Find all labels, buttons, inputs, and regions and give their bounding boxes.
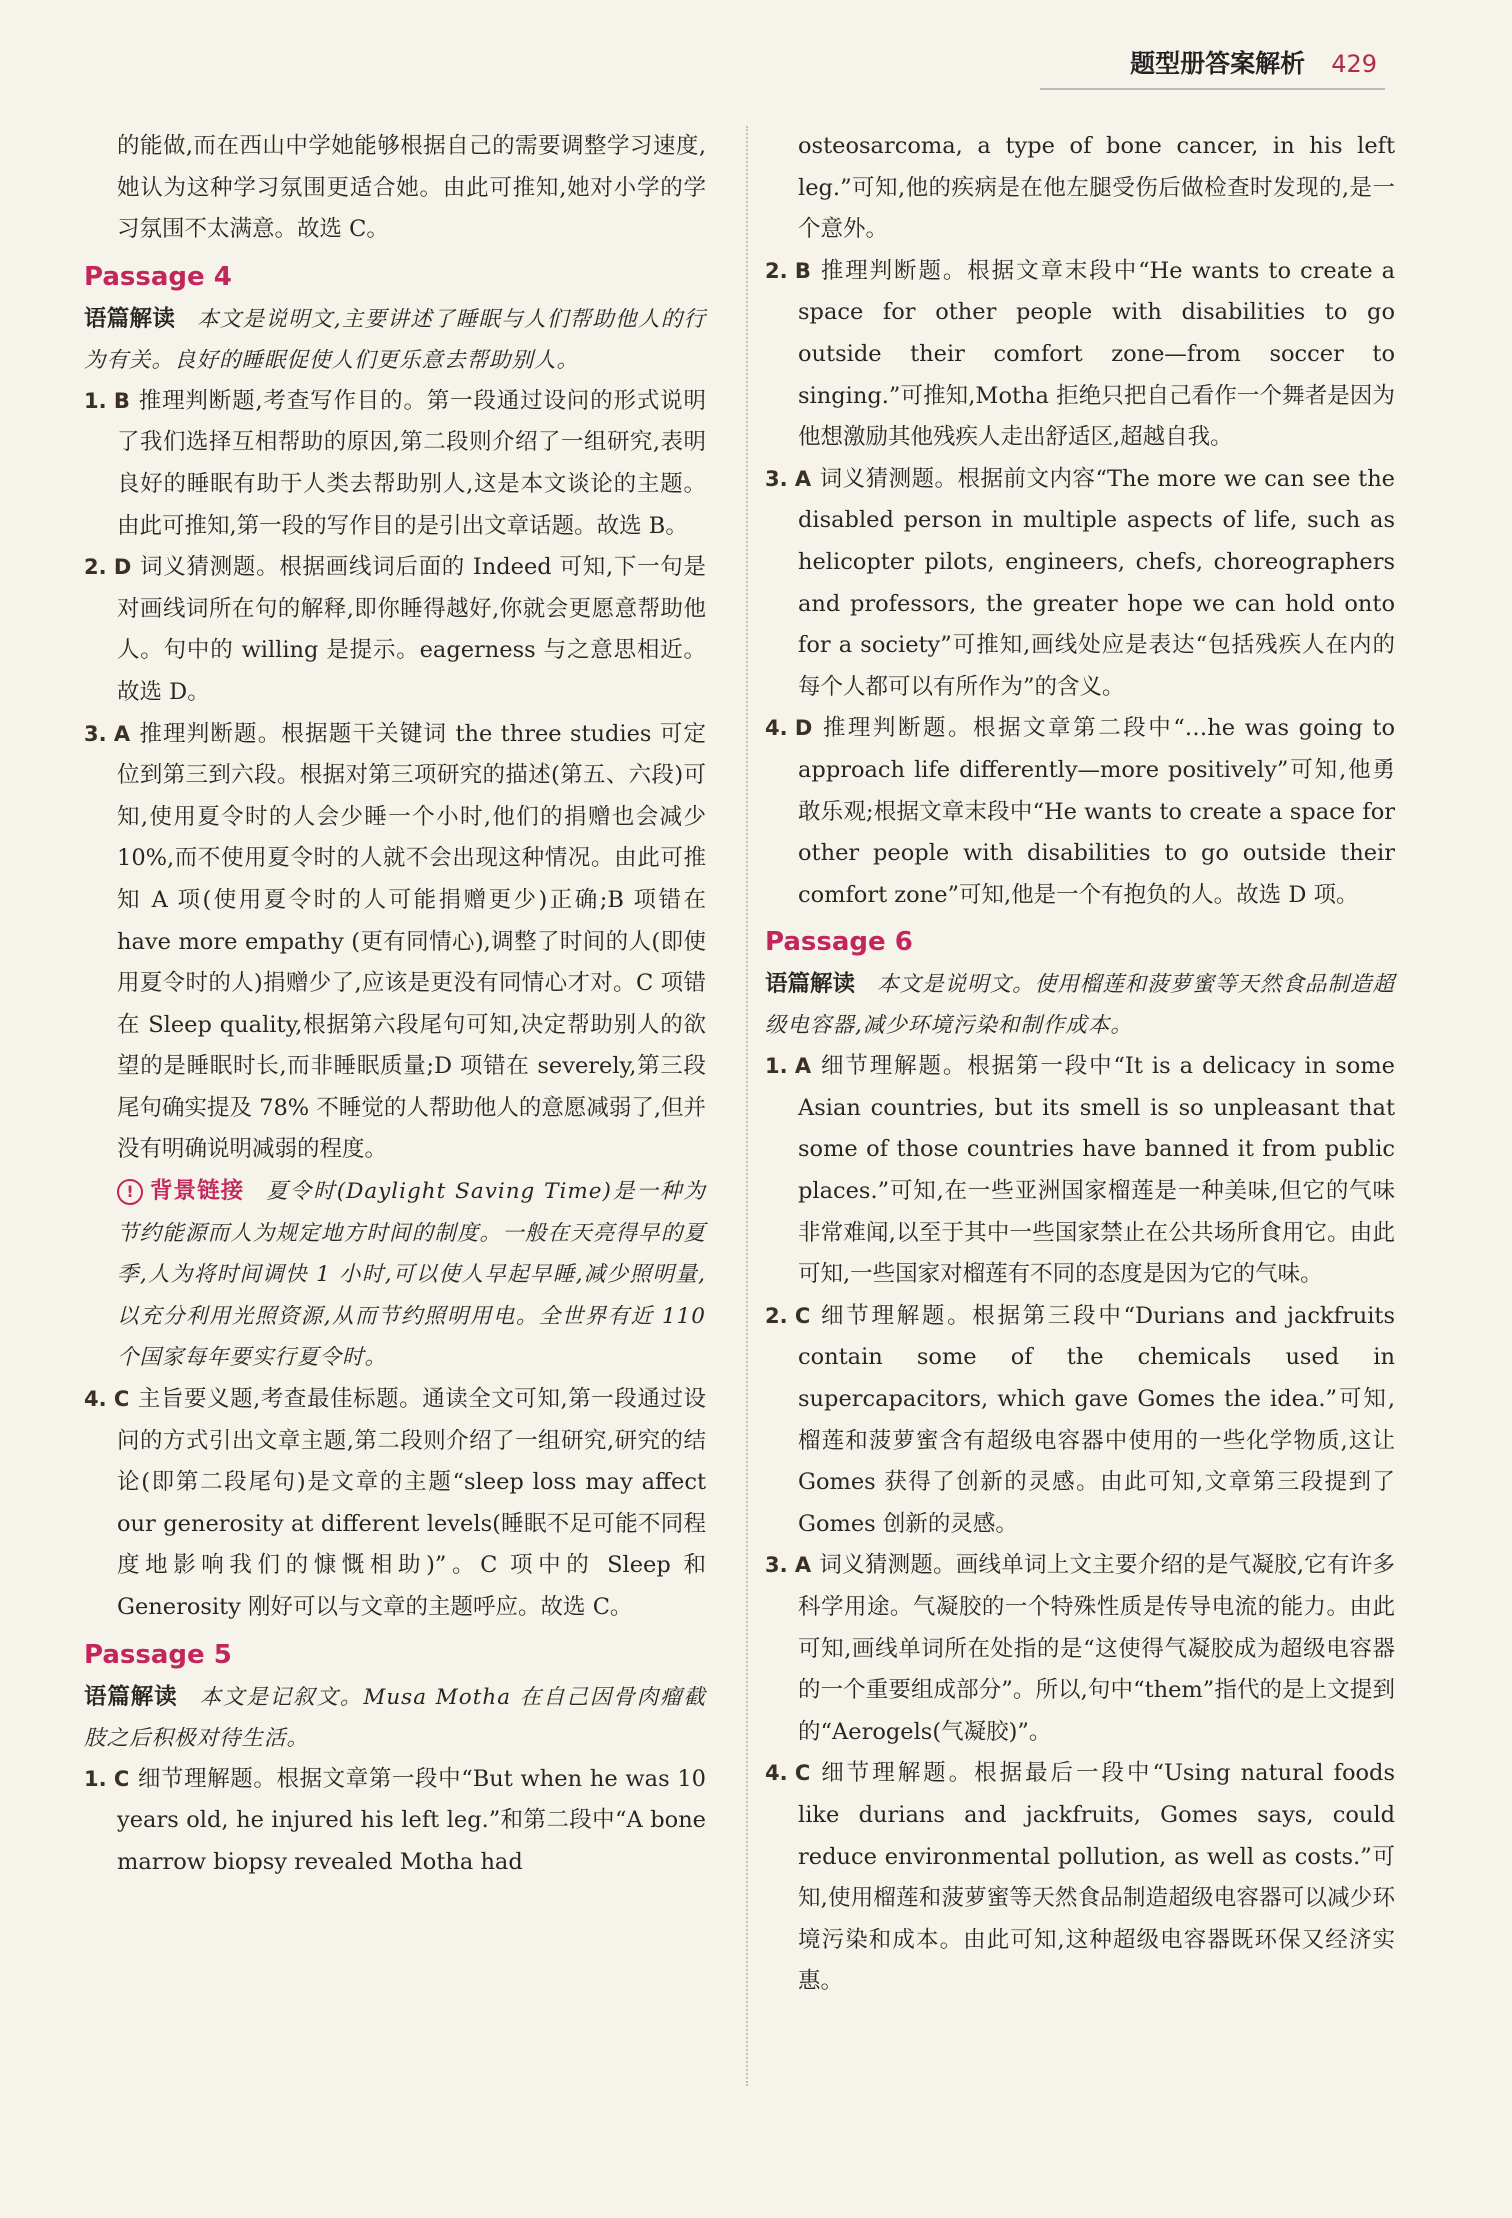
- passage5-answer-2: [765, 251, 1395, 459]
- answer-mark: 1. A: [765, 1054, 812, 1079]
- answer-mark: 2. D: [84, 555, 132, 580]
- passage5-intro: [84, 1677, 706, 1759]
- answer-mark: 3. A: [765, 466, 812, 491]
- answer-text: 词义猜测题。根据画线词后面的 Indeed 可知,下一句是对画线词所在句的解释,即你睡得越好,你就会更愿意帮助他人。句中的 willing 是提示。eagerness 与之意思相近。故选 D。: [117, 554, 706, 705]
- passage6-intro-text: 本文是说明文。使用榴莲和菠萝蜜等天然食品制造超级电容器,减少环境污染和制作成本。: [765, 972, 1395, 1039]
- answer-mark: 4. C: [765, 1761, 811, 1786]
- answer-text: 细节理解题。根据第三段中“Durians and jackfruits contain some of the chemicals used in supercapacitors, which gave Gomes the idea.”可知,榴莲和菠萝蜜含有超级电容器中使用的一些化学物质,这让 Gomes 获得了创新的灵感。由此可知,文章第三段提到了 Gomes 创新的灵感。: [798, 1302, 1395, 1537]
- passage6-answer-2: [765, 1296, 1395, 1546]
- page-number: 429: [1331, 50, 1377, 78]
- info-icon: !: [117, 1179, 143, 1205]
- answer-text: 词义猜测题。根据前文内容“The more we can see the disabled person in multiple aspects of life, such as helicopter pilots, engineers, chefs, choreographers and professors, the greater hope we can hold onto for a society”可推知,画线处应是表达“包括残疾人在内的每个人都可以有所作为”的含义。: [798, 465, 1395, 700]
- answer-text: 推理判断题。根据文章末段中“He wants to create a space for other people with disabilities to go outside their comfort zone—from soccer to singing.”可推知,Motha 拒绝只把自己看作一个舞者是因为他想激励其他残疾人走出舒适区,超越自我。: [798, 257, 1395, 451]
- background-note: [84, 1171, 706, 1379]
- answer-text: 推理判断题,考查写作目的。第一段通过设问的形式说明了我们选择互相帮助的原因,第二段则介绍了一组研究,表明良好的睡眠有助于人类去帮助别人,这是本文谈论的主题。由此可推知,第一段的写作目的是引出文章话题。故选 B。: [117, 387, 706, 539]
- answer-text: 主旨要义题,考查最佳标题。通读全文可知,第一段通过设问的方式引出文章主题,第二段则介绍了一组研究,研究的结论(即第二段尾句)是文章的主题“sleep loss may affect our generosity at different levels(睡眠不足可能不同程度地影响我们的慷慨相助)”。C 项中的 Sleep 和 Generosity 刚好可以与文章的主题呼应。故选 C。: [117, 1386, 706, 1620]
- answer-mark: 1. C: [84, 1766, 130, 1791]
- passage5-heading: Passage 5: [84, 1639, 232, 1670]
- right-column: [765, 126, 1395, 2003]
- left-column: [84, 126, 706, 1883]
- passage4-answer-4: [84, 1379, 706, 1629]
- answer-mark: 3. A: [84, 721, 131, 746]
- answer-mark: 2. C: [765, 1303, 811, 1328]
- answer-mark: 3. A: [765, 1553, 812, 1578]
- answer-text: 词义猜测题。画线单词上文主要介绍的是气凝胶,它有许多科学用途。气凝胶的一个特殊性质是传导电流的能力。由此可知,画线单词所在处指的是“这使得气凝胶成为超级电容器的一个重要组成部分”。所以,句中“them”指代的是上文提到的“Aerogels(气凝胶)”。: [798, 1552, 1395, 1745]
- passage6-answer-1: [765, 1046, 1395, 1296]
- page-header: [1130, 44, 1377, 80]
- passage3-continuation: 的能做,而在西山中学她能够根据自己的需要调整学习速度,她认为这种学习氛围更适合她。由此可推知,她对小学的学习氛围不太满意。故选 C。: [117, 133, 706, 243]
- note-label: 背景链接: [149, 1178, 245, 1205]
- answer-text: 推理判断题。根据题干关键词 the three studies 可定位到第三到六段。根据对第三项研究的描述(第五、六段)可知,使用夏令时的人会少睡一个小时,他们的捐赠也会减少 10%,而不使用夏令时的人就不会出现这种情况。由此可推知 A 项(使用夏令时的人可能捐赠更少)正确;B 项错在 have more empathy (更有同情心),调整了时间的人(即使用夏令时的人)捐赠少了,应该是更没有同情心才对。C 项错在 Sleep quality,根据第六段尾句可知,决定帮助别人的欲望的是睡眠时长,而非睡眠质量;D 项错在 severely,第三段尾句确实提及 78% 不睡觉的人帮助他人的意愿减弱了,但并没有明确说明减弱的程度。: [117, 720, 706, 1163]
- answer-mark: 2. B: [765, 258, 811, 283]
- passage4-answer-1: [84, 381, 706, 547]
- passage5-continuation: osteosarcoma, a type of bone cancer, in his left leg.”可知,他的疾病是在他左腿受伤后做检查时发现的,是一个意外。: [798, 133, 1395, 243]
- passage4-answer-3: [84, 714, 706, 1172]
- passage4-intro-text: 本文是说明文,主要讲述了睡眠与人们帮助他人的行为有关。良好的睡眠促使人们更乐意去帮助别人。: [84, 306, 706, 373]
- passage6-heading: Passage 6: [765, 927, 913, 958]
- answer-mark: 4. C: [84, 1387, 130, 1412]
- answer-text: 细节理解题。根据第一段中“It is a delicacy in some Asian countries, but its smell is so unpleasant that some of those countries have banned it from public places.”可知,在一些亚洲国家榴莲是一种美味,但它的气味非常难闻,以至于其中一些国家禁止在公共场所食用它。由此可知,一些国家对榴莲有不同的态度是因为它的气味。: [798, 1053, 1395, 1288]
- answer-text: 推理判断题。根据文章第二段中“…he was going to approach life differently—more positively”可知,他勇敢乐观;根据文章末段中“He wants to create a space for other people with disabilities to go outside their comfort zone”可知,他是一个有抱负的人。故选 D 项。: [798, 715, 1395, 908]
- passage5-answer-4: [765, 708, 1395, 916]
- answer-text: 细节理解题。根据文章第一段中“But when he was 10 years old, he injured his left leg.”和第二段中“A bone marrow biopsy revealed Motha had: [117, 1765, 706, 1875]
- passage6-answer-4: [765, 1753, 1395, 2003]
- passage4-intro: [84, 299, 706, 381]
- passage6-intro-label: 语篇解读: [765, 971, 856, 998]
- passage6-answer-3: [765, 1545, 1395, 1753]
- answer-mark: 1. B: [84, 388, 130, 413]
- answer-mark: 4. D: [765, 716, 813, 741]
- passage4-heading: Passage 4: [84, 261, 232, 292]
- passage4-intro-label: 语篇解读: [84, 305, 176, 332]
- header-title: 题型册答案解析: [1130, 49, 1306, 78]
- answer-text: 细节理解题。根据最后一段中“Using natural foods like durians and jackfruits, Gomes says, could reduce environmental pollution, as well as costs.”可知,使用榴莲和菠萝蜜等天然食品制造超级电容器可以减少环境污染和成本。由此可知,这种超级电容器既环保又经济实惠。: [798, 1760, 1395, 1995]
- passage4-answer-2: [84, 547, 706, 713]
- header-rule: [1040, 88, 1385, 90]
- column-divider: [746, 126, 748, 2086]
- passage5-intro-text: 本文是记叙文。Musa Motha 在自己因骨肉瘤截肢之后积极对待生活。: [84, 1684, 706, 1751]
- note-text: 夏令时(Daylight Saving Time)是一种为节约能源而人为规定地方时间的制度。一般在天亮得早的夏季,人为将时间调快 1 小时,可以使人早起早睡,减少照明量,以充分利用光照资源,从而节约照明用电。全世界有近 110 个国家每年要实行夏令时。: [117, 1179, 706, 1371]
- passage6-intro: [765, 964, 1395, 1046]
- passage5-answer-1: [84, 1759, 706, 1884]
- passage5-intro-label: 语篇解读: [84, 1683, 178, 1710]
- passage5-answer-3: [765, 459, 1395, 709]
